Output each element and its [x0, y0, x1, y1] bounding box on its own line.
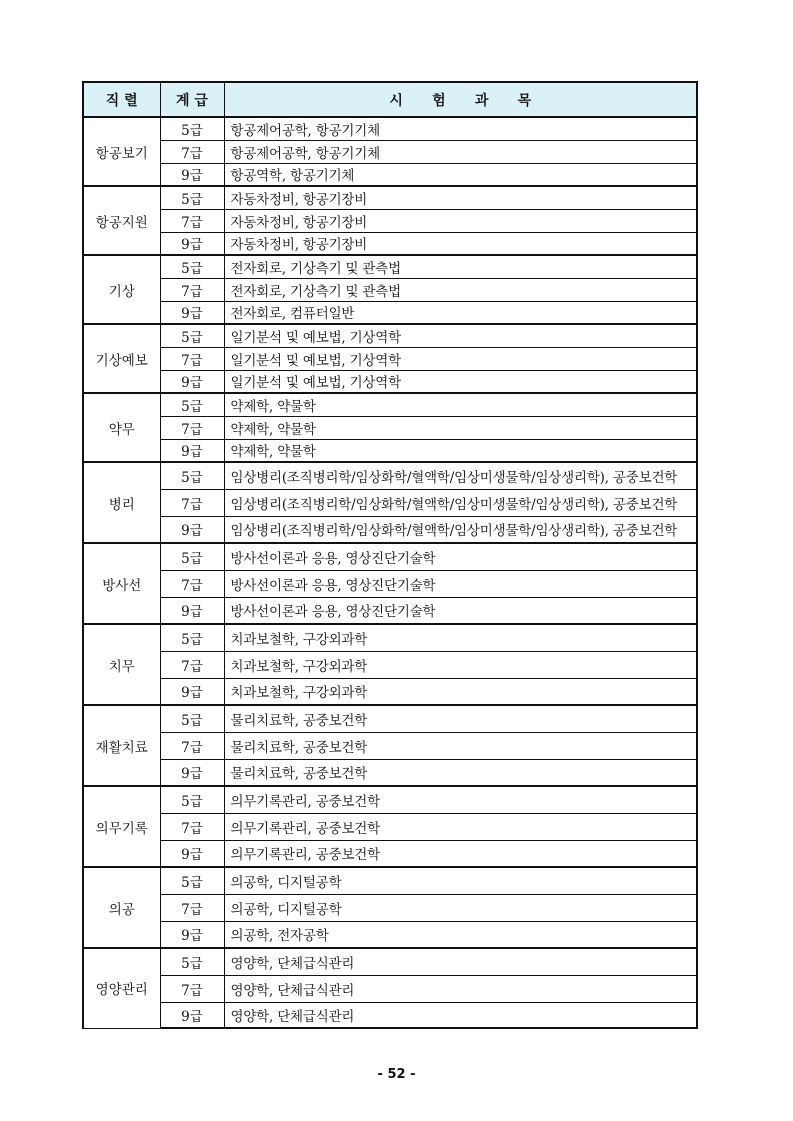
table-row	[83, 439, 697, 462]
grade-cell: 5급	[160, 624, 224, 651]
subjects-cell: 의무기록관리, 공중보건학	[224, 786, 697, 813]
table-row	[83, 597, 697, 624]
grade-cell: 5급	[160, 867, 224, 894]
grade-cell: 5급	[160, 393, 224, 416]
table-row	[83, 324, 697, 347]
grade-cell: 9급	[160, 1002, 224, 1028]
subjects-cell: 의무기록관리, 공중보건학	[224, 840, 697, 867]
table-row	[83, 416, 697, 439]
subjects-cell: 일기분석 및 예보법, 기상역학	[224, 347, 697, 370]
grade-cell: 7급	[160, 209, 224, 232]
grade-cell: 9급	[160, 163, 224, 186]
grade-cell: 5급	[160, 948, 224, 975]
table-row	[83, 975, 697, 1002]
subjects-cell: 일기분석 및 예보법, 기상역학	[224, 324, 697, 347]
grade-cell: 9급	[160, 921, 224, 948]
grade-cell: 5급	[160, 117, 224, 140]
table-row	[83, 140, 697, 163]
subjects-cell: 약제학, 약물학	[224, 393, 697, 416]
subjects-cell: 임상병리(조직병리학/임상화학/혈액학/임상미생물학/임상생리학), 공중보건학	[224, 516, 697, 543]
subjects-cell: 물리치료학, 공중보건학	[224, 759, 697, 786]
grade-cell: 5급	[160, 786, 224, 813]
subjects-cell: 전자회로, 기상측기 및 관측법	[224, 255, 697, 278]
subjects-cell: 항공제어공학, 항공기기체	[224, 140, 697, 163]
subjects-cell: 치과보철학, 구강외과학	[224, 678, 697, 705]
table-row	[83, 489, 697, 516]
table-row	[83, 1002, 697, 1028]
grade-cell: 5급	[160, 462, 224, 489]
table-row	[83, 301, 697, 324]
table-row	[83, 462, 697, 489]
grade-cell: 7급	[160, 894, 224, 921]
subjects-cell: 의공학, 디지털공학	[224, 867, 697, 894]
table-row	[83, 759, 697, 786]
table-row	[83, 813, 697, 840]
grade-cell: 9급	[160, 232, 224, 255]
table-row	[83, 705, 697, 732]
subjects-cell: 임상병리(조직병리학/임상화학/혈액학/임상미생물학/임상생리학), 공중보건학	[224, 489, 697, 516]
position-cell: 의공	[83, 867, 160, 948]
subjects-cell: 영양학, 단체급식관리	[224, 1002, 697, 1028]
header-grade: 계 급	[160, 82, 224, 117]
page-number: - 52 -	[377, 1067, 416, 1082]
table-row	[83, 370, 697, 393]
table-body	[83, 117, 697, 1028]
subjects-cell: 치과보철학, 구강외과학	[224, 651, 697, 678]
grade-cell: 7급	[160, 416, 224, 439]
table-row	[83, 516, 697, 543]
subjects-cell: 일기분석 및 예보법, 기상역학	[224, 370, 697, 393]
table-row	[83, 255, 697, 278]
table-row	[83, 278, 697, 301]
subjects-cell: 자동차정비, 항공기장비	[224, 186, 697, 209]
subjects-cell: 항공역학, 항공기기체	[224, 163, 697, 186]
grade-cell: 9급	[160, 678, 224, 705]
header-position: 직 렬	[83, 82, 160, 117]
subjects-cell: 물리치료학, 공중보건학	[224, 705, 697, 732]
subjects-cell: 임상병리(조직병리학/임상화학/혈액학/임상미생물학/임상생리학), 공중보건학	[224, 462, 697, 489]
grade-cell: 7급	[160, 732, 224, 759]
table-row	[83, 786, 697, 813]
position-cell: 치무	[83, 624, 160, 705]
grade-cell: 7급	[160, 975, 224, 1002]
grade-cell: 7급	[160, 347, 224, 370]
table-row	[83, 894, 697, 921]
grade-cell: 9급	[160, 301, 224, 324]
subjects-cell: 영양학, 단체급식관리	[224, 948, 697, 975]
subjects-cell: 약제학, 약물학	[224, 439, 697, 462]
subjects-cell: 의공학, 디지털공학	[224, 894, 697, 921]
table-row	[83, 867, 697, 894]
table-row	[83, 186, 697, 209]
position-cell: 병리	[83, 462, 160, 543]
subjects-cell: 자동차정비, 항공기장비	[224, 232, 697, 255]
subjects-cell: 약제학, 약물학	[224, 416, 697, 439]
grade-cell: 9급	[160, 597, 224, 624]
subjects-cell: 자동차정비, 항공기장비	[224, 209, 697, 232]
table-row	[83, 570, 697, 597]
position-cell: 약무	[83, 393, 160, 462]
table-row	[83, 163, 697, 186]
grade-cell: 7급	[160, 489, 224, 516]
position-cell: 기상	[83, 255, 160, 324]
grade-cell: 5급	[160, 705, 224, 732]
position-cell: 항공지원	[83, 186, 160, 255]
subjects-cell: 방사선이론과 응용, 영상진단기술학	[224, 570, 697, 597]
subjects-cell: 방사선이론과 응용, 영상진단기술학	[224, 597, 697, 624]
subjects-cell: 전자회로, 기상측기 및 관측법	[224, 278, 697, 301]
subjects-cell: 영양학, 단체급식관리	[224, 975, 697, 1002]
table-row	[83, 117, 697, 140]
table-row	[83, 232, 697, 255]
table-row	[83, 840, 697, 867]
table-row	[83, 393, 697, 416]
subjects-cell: 항공제어공학, 항공기기체	[224, 117, 697, 140]
position-cell: 기상예보	[83, 324, 160, 393]
grade-cell: 7급	[160, 278, 224, 301]
table-header-row	[83, 82, 697, 117]
position-cell: 의무기록	[83, 786, 160, 867]
table-row	[83, 624, 697, 651]
table-row	[83, 209, 697, 232]
table-row	[83, 651, 697, 678]
grade-cell: 9급	[160, 759, 224, 786]
grade-cell: 9급	[160, 516, 224, 543]
grade-cell: 7급	[160, 813, 224, 840]
subjects-cell: 방사선이론과 응용, 영상진단기술학	[224, 543, 697, 570]
grade-cell: 7급	[160, 651, 224, 678]
subjects-cell: 치과보철학, 구강외과학	[224, 624, 697, 651]
position-cell: 방사선	[83, 543, 160, 624]
grade-cell: 5급	[160, 255, 224, 278]
grade-cell: 7급	[160, 570, 224, 597]
grade-cell: 9급	[160, 370, 224, 393]
grade-cell: 7급	[160, 140, 224, 163]
subjects-cell: 의무기록관리, 공중보건학	[224, 813, 697, 840]
header-subjects: 시 험 과 목	[224, 82, 697, 117]
exam-subjects-table	[82, 81, 698, 1029]
table-row	[83, 948, 697, 975]
position-cell: 영양관리	[83, 948, 160, 1028]
table-row	[83, 678, 697, 705]
grade-cell: 5급	[160, 186, 224, 209]
grade-cell: 5급	[160, 324, 224, 347]
subjects-cell: 물리치료학, 공중보건학	[224, 732, 697, 759]
grade-cell: 5급	[160, 543, 224, 570]
table-row	[83, 347, 697, 370]
position-cell: 항공보기	[83, 117, 160, 186]
table-row	[83, 921, 697, 948]
table-row	[83, 543, 697, 570]
position-cell: 재활치료	[83, 705, 160, 786]
subjects-cell: 의공학, 전자공학	[224, 921, 697, 948]
table-row	[83, 732, 697, 759]
grade-cell: 9급	[160, 439, 224, 462]
grade-cell: 9급	[160, 840, 224, 867]
subjects-cell: 전자회로, 컴퓨터일반	[224, 301, 697, 324]
